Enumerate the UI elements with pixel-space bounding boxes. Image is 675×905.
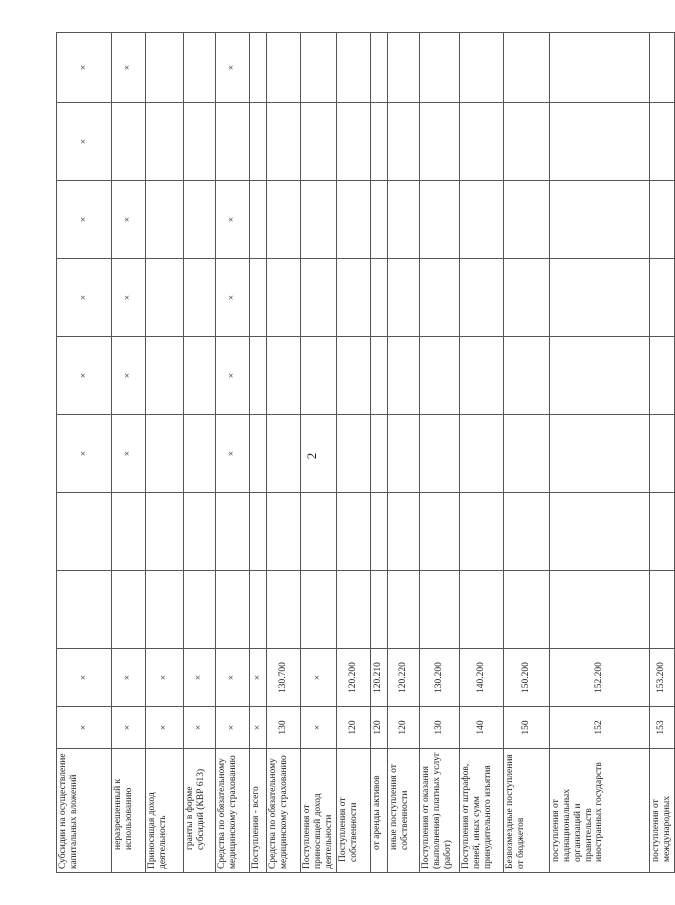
value-cell	[370, 259, 387, 337]
table-row	[57, 33, 112, 873]
value-cell	[57, 571, 112, 649]
row-name-cell: неразрешенный к использованию	[112, 749, 146, 873]
value-cell: ×	[57, 337, 112, 415]
value-cell	[216, 571, 250, 649]
value-cell	[459, 337, 503, 415]
value-cell	[503, 103, 549, 181]
value-cell	[336, 259, 370, 337]
row-name-cell: поступления от международных	[649, 749, 674, 873]
table-row	[459, 33, 503, 873]
value-cell	[184, 337, 216, 415]
value-cell	[267, 33, 301, 103]
value-cell	[250, 571, 267, 649]
table-row	[649, 33, 674, 873]
value-cell	[146, 571, 184, 649]
row-code-cell: ×	[112, 707, 146, 749]
row-kosgu-cell: ×	[301, 649, 337, 707]
value-cell	[419, 571, 459, 649]
value-cell: ×	[57, 33, 112, 103]
row-code-cell: 153	[649, 707, 674, 749]
value-cell	[336, 493, 370, 571]
value-cell	[250, 415, 267, 493]
value-cell	[459, 259, 503, 337]
value-cell	[503, 415, 549, 493]
value-cell	[184, 493, 216, 571]
table-row	[387, 33, 419, 873]
value-cell	[336, 103, 370, 181]
row-code-cell: ×	[216, 707, 250, 749]
row-kosgu-cell: 152.200	[549, 649, 649, 707]
value-cell	[387, 103, 419, 181]
value-cell	[146, 33, 184, 103]
table-row	[146, 33, 184, 873]
row-name-cell: поступления от наднациональных организаций и правительств иностранных государств	[549, 749, 649, 873]
value-cell	[503, 181, 549, 259]
value-cell	[649, 415, 674, 493]
table-row	[503, 33, 549, 873]
value-cell	[503, 571, 549, 649]
row-code-cell: ×	[301, 707, 337, 749]
row-code-cell: ×	[250, 707, 267, 749]
value-cell	[301, 33, 337, 103]
value-cell	[459, 571, 503, 649]
value-cell: ×	[112, 259, 146, 337]
rotated-table-wrapper	[56, 33, 672, 873]
value-cell	[250, 33, 267, 103]
value-cell: ×	[57, 181, 112, 259]
value-cell	[459, 493, 503, 571]
value-cell	[336, 337, 370, 415]
row-kosgu-cell: 150.200	[503, 649, 549, 707]
table-body	[57, 33, 675, 873]
value-cell	[387, 259, 419, 337]
value-cell	[146, 181, 184, 259]
page-number: 2	[304, 452, 319, 460]
value-cell	[301, 571, 337, 649]
value-cell	[184, 103, 216, 181]
value-cell	[250, 181, 267, 259]
value-cell	[370, 181, 387, 259]
value-cell	[649, 33, 674, 103]
row-kosgu-cell: ×	[250, 649, 267, 707]
row-kosgu-cell: 120.220	[387, 649, 419, 707]
value-cell	[301, 415, 337, 493]
table-row	[184, 33, 216, 873]
value-cell	[387, 337, 419, 415]
row-kosgu-cell: ×	[216, 649, 250, 707]
value-cell	[146, 337, 184, 415]
row-kosgu-cell: ×	[57, 649, 112, 707]
value-cell	[146, 103, 184, 181]
value-cell	[216, 493, 250, 571]
value-cell: ×	[216, 181, 250, 259]
value-cell: ×	[216, 415, 250, 493]
value-cell	[649, 259, 674, 337]
row-name-cell: Приносящая доход деятельность	[146, 749, 184, 873]
row-kosgu-cell: 153.200	[649, 649, 674, 707]
value-cell	[301, 259, 337, 337]
value-cell	[387, 415, 419, 493]
budget-table	[56, 32, 675, 873]
row-name-cell: Поступления от собственности	[336, 749, 370, 873]
value-cell: ×	[216, 33, 250, 103]
table-row	[549, 33, 649, 873]
value-cell	[459, 103, 503, 181]
value-cell	[370, 337, 387, 415]
value-cell	[387, 571, 419, 649]
value-cell	[301, 181, 337, 259]
row-kosgu-cell: 130.700	[267, 649, 301, 707]
row-name-cell: гранты в форме субсидий (КВР 613)	[184, 749, 216, 873]
row-name-cell: от аренды активов	[370, 749, 387, 873]
value-cell	[549, 181, 649, 259]
row-code-cell: 130	[267, 707, 301, 749]
value-cell	[146, 493, 184, 571]
row-code-cell: 140	[459, 707, 503, 749]
value-cell	[301, 337, 337, 415]
value-cell	[549, 103, 649, 181]
value-cell	[649, 181, 674, 259]
value-cell	[112, 493, 146, 571]
value-cell	[184, 571, 216, 649]
row-name-cell: Поступления - всего	[250, 749, 267, 873]
value-cell	[459, 415, 503, 493]
table-row	[370, 33, 387, 873]
value-cell	[267, 571, 301, 649]
value-cell	[250, 493, 267, 571]
value-cell: ×	[216, 259, 250, 337]
row-code-cell: 120	[370, 707, 387, 749]
row-code-cell: 150	[503, 707, 549, 749]
value-cell	[216, 103, 250, 181]
value-cell	[267, 181, 301, 259]
value-cell: ×	[57, 103, 112, 181]
row-name-cell: Средства по обязательному медицинскому страхованию	[267, 749, 301, 873]
value-cell	[57, 493, 112, 571]
value-cell	[184, 33, 216, 103]
value-cell	[549, 571, 649, 649]
row-kosgu-cell: 120.210	[370, 649, 387, 707]
value-cell	[419, 337, 459, 415]
value-cell: ×	[112, 415, 146, 493]
value-cell: ×	[112, 181, 146, 259]
value-cell: ×	[57, 415, 112, 493]
value-cell	[549, 33, 649, 103]
table-row	[250, 33, 267, 873]
row-name-cell: Поступления от оказания (выполнения) платных услуг (работ)	[419, 749, 459, 873]
value-cell	[649, 493, 674, 571]
value-cell	[503, 337, 549, 415]
value-cell	[301, 103, 337, 181]
row-kosgu-cell: 140.200	[459, 649, 503, 707]
value-cell	[184, 259, 216, 337]
value-cell	[112, 103, 146, 181]
value-cell	[370, 103, 387, 181]
value-cell	[336, 415, 370, 493]
row-code-cell: 152	[549, 707, 649, 749]
row-code-cell: ×	[57, 707, 112, 749]
value-cell	[184, 181, 216, 259]
value-cell	[250, 259, 267, 337]
row-code-cell: 120	[387, 707, 419, 749]
row-name-cell: Средства по обязательному медицинскому страхованию	[216, 749, 250, 873]
value-cell	[250, 337, 267, 415]
value-cell	[370, 415, 387, 493]
value-cell: ×	[112, 33, 146, 103]
value-cell	[419, 181, 459, 259]
value-cell	[419, 415, 459, 493]
value-cell	[146, 415, 184, 493]
value-cell	[370, 571, 387, 649]
value-cell	[549, 259, 649, 337]
value-cell	[649, 337, 674, 415]
value-cell	[503, 33, 549, 103]
row-kosgu-cell: 130.200	[419, 649, 459, 707]
table-row	[112, 33, 146, 873]
value-cell	[549, 493, 649, 571]
value-cell	[184, 415, 216, 493]
value-cell	[549, 337, 649, 415]
value-cell	[267, 337, 301, 415]
value-cell	[267, 103, 301, 181]
value-cell	[503, 259, 549, 337]
row-kosgu-cell: ×	[112, 649, 146, 707]
row-kosgu-cell: ×	[184, 649, 216, 707]
value-cell	[250, 103, 267, 181]
value-cell	[267, 259, 301, 337]
row-name-cell: Поступления от штрафов, пеней, иных сумм принудительного изъятия	[459, 749, 503, 873]
table-row	[336, 33, 370, 873]
row-code-cell: ×	[146, 707, 184, 749]
value-cell	[112, 571, 146, 649]
value-cell	[649, 103, 674, 181]
value-cell	[649, 571, 674, 649]
value-cell: ×	[216, 337, 250, 415]
value-cell	[419, 103, 459, 181]
row-code-cell: 130	[419, 707, 459, 749]
value-cell	[387, 493, 419, 571]
row-name-cell: иные поступления от собственности	[387, 749, 419, 873]
row-kosgu-cell: ×	[146, 649, 184, 707]
value-cell	[267, 493, 301, 571]
table-row	[419, 33, 459, 873]
value-cell	[387, 33, 419, 103]
value-cell	[301, 493, 337, 571]
value-cell	[370, 33, 387, 103]
value-cell	[336, 33, 370, 103]
row-name-cell: Безвозмездные поступления от бюджетов	[503, 749, 549, 873]
value-cell: ×	[112, 337, 146, 415]
value-cell	[267, 415, 301, 493]
row-code-cell: 120	[336, 707, 370, 749]
value-cell	[387, 181, 419, 259]
row-kosgu-cell: 120.200	[336, 649, 370, 707]
table-row	[216, 33, 250, 873]
value-cell	[419, 259, 459, 337]
value-cell	[459, 33, 503, 103]
value-cell	[549, 415, 649, 493]
table-row	[301, 33, 337, 873]
row-name-cell: Субсидии на осуществление капитальных вложений	[57, 749, 112, 873]
value-cell	[146, 259, 184, 337]
row-name-cell: Поступления от приносящей доход деятельности	[301, 749, 337, 873]
value-cell	[503, 493, 549, 571]
value-cell	[336, 181, 370, 259]
table-row	[267, 33, 301, 873]
value-cell	[370, 493, 387, 571]
value-cell	[419, 33, 459, 103]
value-cell	[459, 181, 503, 259]
value-cell: ×	[57, 259, 112, 337]
value-cell	[336, 571, 370, 649]
value-cell	[419, 493, 459, 571]
row-code-cell: ×	[184, 707, 216, 749]
